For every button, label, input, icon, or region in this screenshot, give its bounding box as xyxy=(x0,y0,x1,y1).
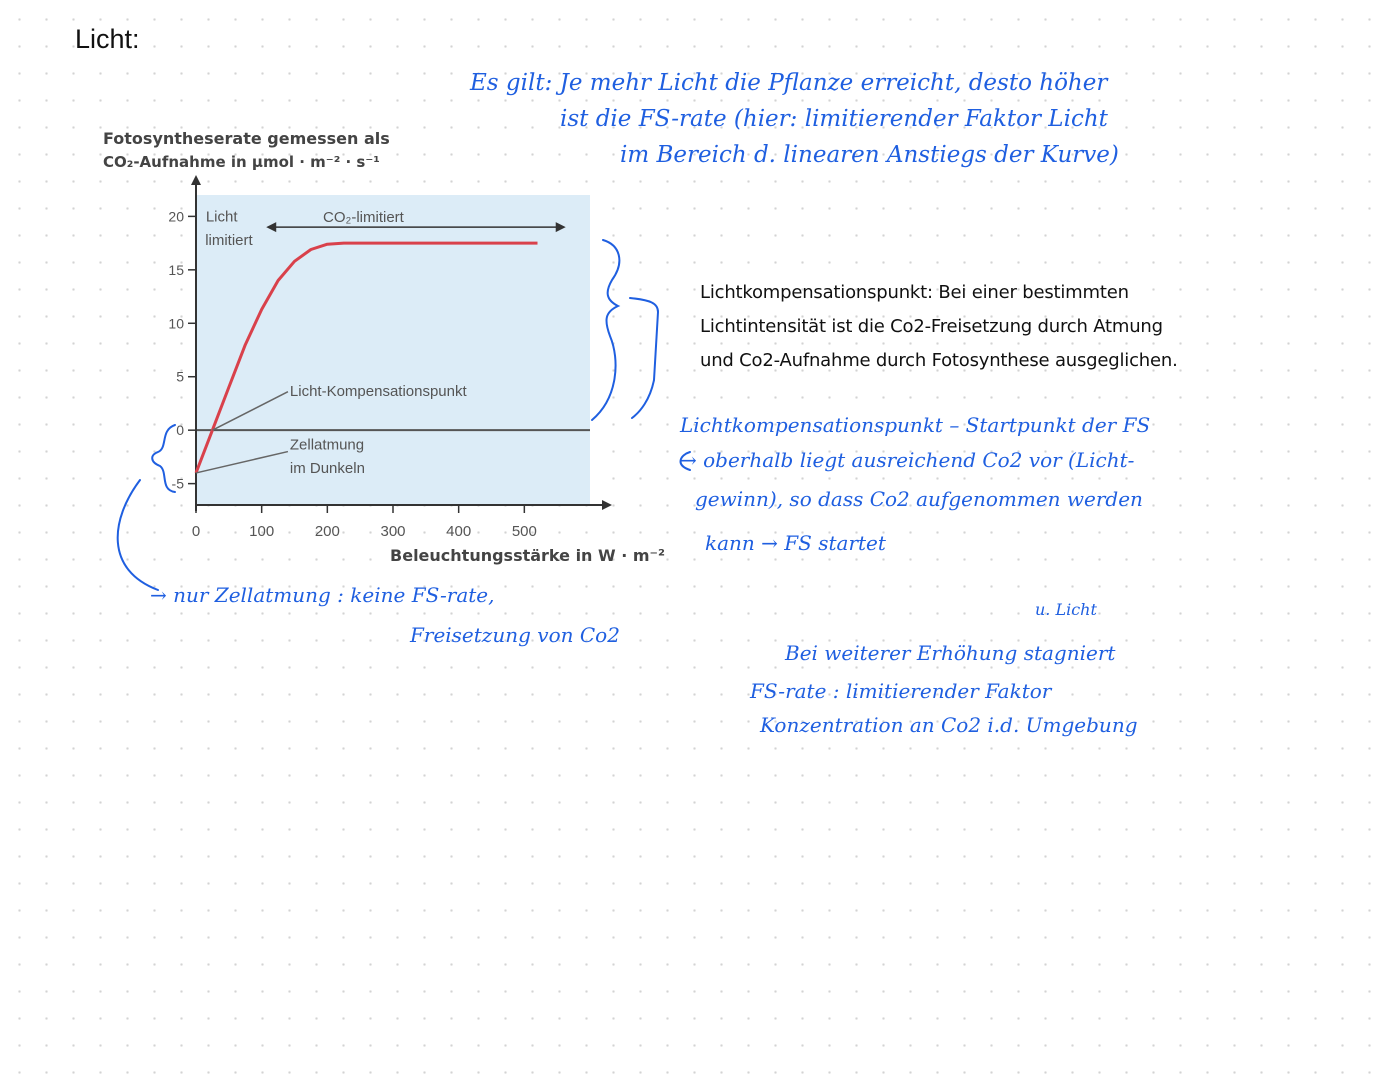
note-bottom-right-line-2: FS-rate : limitierender Faktor xyxy=(750,679,1052,703)
y-tick-label: 10 xyxy=(168,315,184,332)
page-heading: Licht: xyxy=(75,24,140,54)
photosynthesis-chart xyxy=(90,120,690,580)
note-top-line-3: im Bereich d. linearen Anstiegs der Kurve) xyxy=(620,142,1119,168)
note-bottom-left-line-1: → nur Zellatmung : keine FS-rate, xyxy=(150,583,495,607)
note-start-line-2: → oberhalb liegt ausreichend Co2 vor (Licht- xyxy=(680,448,1135,472)
note-top-line-2: ist die FS-rate (hier: limitierender Faktor Licht xyxy=(560,106,1108,132)
x-tick-label: 500 xyxy=(511,523,537,540)
chart-svg xyxy=(90,120,690,580)
chart-subtitle: CO₂-Aufnahme in µmol · m⁻² · s⁻¹ xyxy=(103,153,380,171)
y-axis-arrow xyxy=(191,175,201,185)
annotation-kompensation: Licht-Kompensationspunkt xyxy=(289,382,467,400)
note-start-line-1: Lichtkompensationspunkt – Startpunkt der FS xyxy=(680,413,1151,437)
chart-title: Fotosyntheserate gemessen als xyxy=(103,129,390,148)
y-tick-label: 0 xyxy=(176,422,184,439)
note-insert: u. Licht xyxy=(1035,600,1097,619)
x-tick-label: 0 xyxy=(191,523,201,540)
note-bottom-right-line-3: Konzentration an Co2 i.d. Umgebung xyxy=(760,713,1138,737)
x-tick-label: 200 xyxy=(314,523,340,540)
y-tick-label: 20 xyxy=(168,208,184,225)
note-bottom-left-line-2: Freisetzung von Co2 xyxy=(410,623,620,647)
y-tick-label: 15 xyxy=(168,261,184,278)
x-tick-label: 300 xyxy=(380,523,406,540)
y-tick-label: -5 xyxy=(171,475,184,492)
annotation-zellatmung: Zellatmung xyxy=(289,436,365,454)
x-axis-arrow xyxy=(602,500,612,510)
x-tick-label: 100 xyxy=(249,523,275,540)
y-tick-label: 5 xyxy=(176,368,184,385)
note-start-line-4: kann → FS startet xyxy=(705,531,886,555)
annotation-co2-limitiert: CO₂-limitiert xyxy=(323,209,404,227)
note-top-line-1: Es gilt: Je mehr Licht die Pflanze erreicht, desto höher xyxy=(470,70,1108,96)
annotation-im-dunkeln: im Dunkeln xyxy=(289,459,365,477)
definition-text: Lichtkompensationspunkt: Bei einer bestimmten Lichtintensität ist die Co2-Freisetzung durch Atmung und Co2-Aufnahme durch Fotosynthese ausgeglichen. xyxy=(700,282,1178,371)
annotation-licht: Licht xyxy=(205,208,238,226)
note-bottom-right-line-1: Bei weiterer Erhöhung stagniert xyxy=(785,641,1116,665)
x-axis-label: Beleuchtungsstärke in W · m⁻² xyxy=(390,546,665,565)
note-start-line-3: gewinn), so dass Co2 aufgenommen werden xyxy=(695,487,1143,511)
x-tick-label: 400 xyxy=(446,523,472,540)
annotation-limitiert: limitiert xyxy=(205,231,253,249)
